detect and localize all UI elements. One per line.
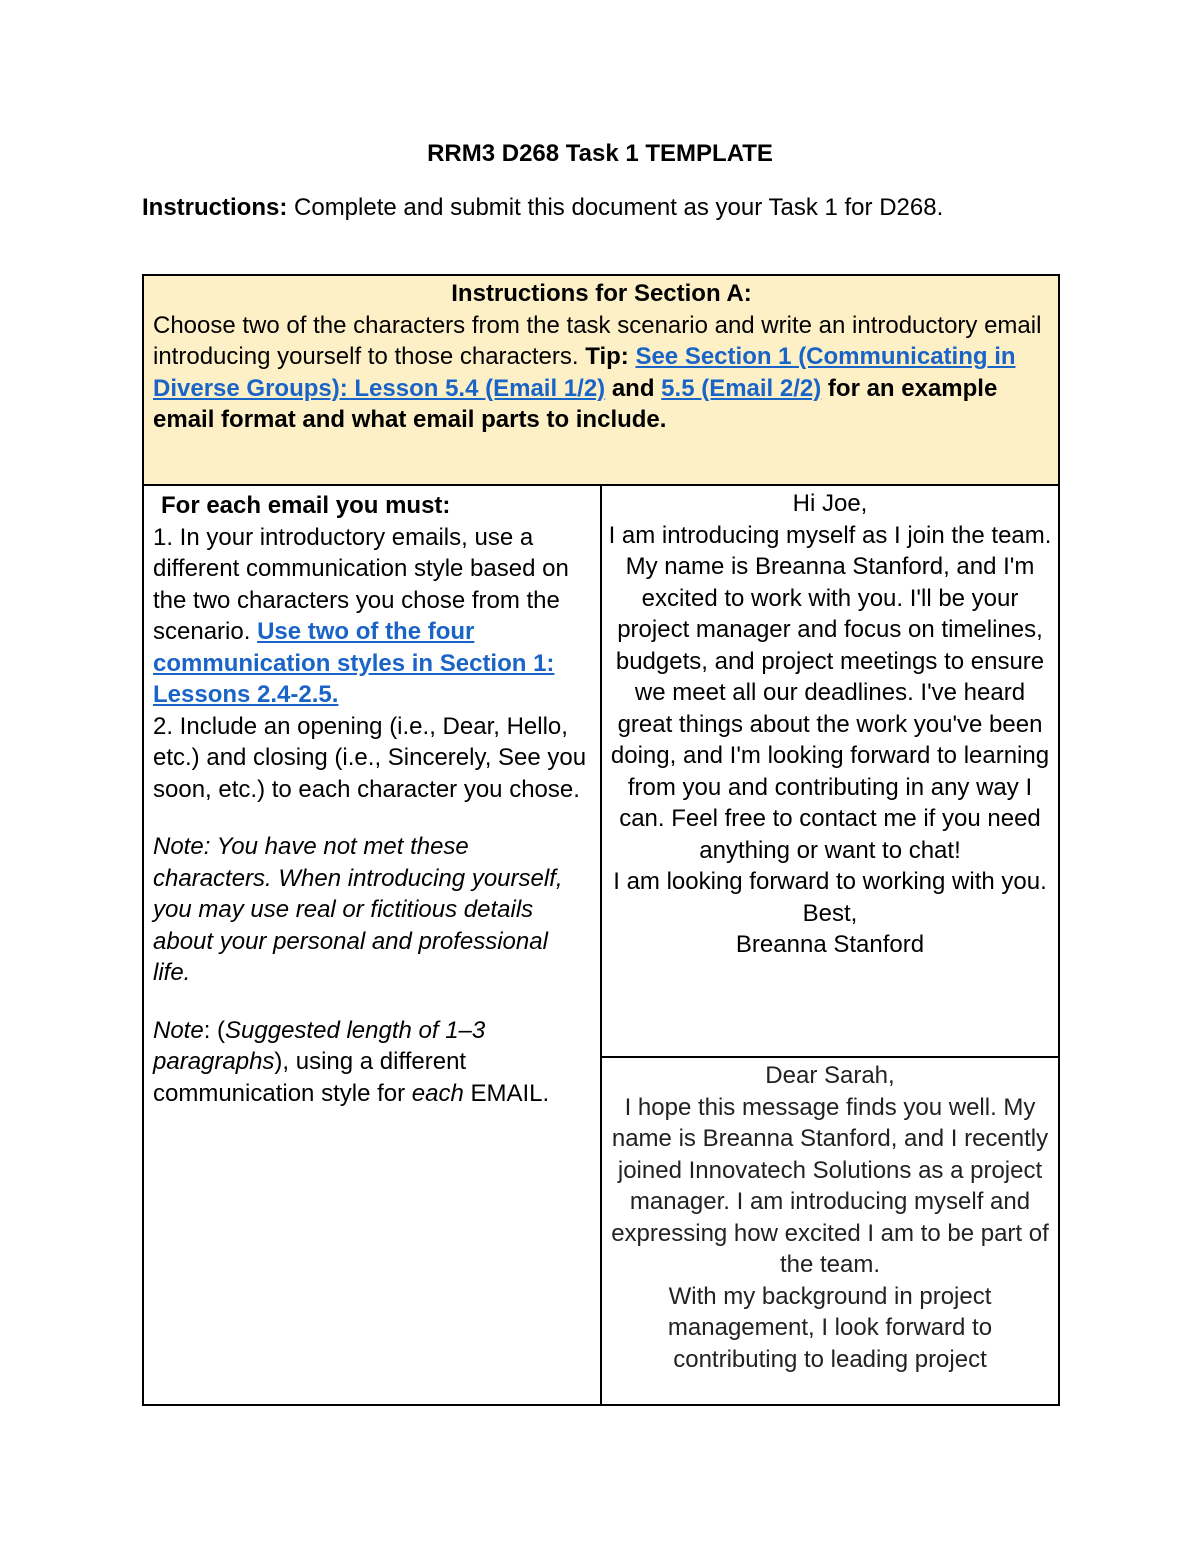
requirements-cell [144,486,602,1404]
note-1 [153,831,590,989]
task-table [142,274,1060,1406]
note-2-end: EMAIL. [463,1079,550,1107]
note-2-rest: ), using a different communication style for [153,1048,467,1107]
instructions-text: Complete and submit this document as your Task 1 for D268. [287,194,944,221]
email-1-closing-line: I am looking forward to working with you. [613,868,1047,895]
lesson-5-5-link[interactable]: 5.5 (Email 2/2) [661,374,822,402]
and-text: and [605,374,662,402]
email-2-cell [602,1058,1058,1404]
note-2-colon: : ( [203,1016,226,1044]
email-1-body: I am introducing myself as I join the team. My name is Breanna Stanford, and I'm excited to work with you. I'll be your project manager and focus on timelines, budgets, and project meetings to ensure we meet all our deadlines. I've heard great things about the work you've been doing, and I'm looking forward to learning from you and contributing in any way I can. Feel free to contact me if you need anything or want to chat! [608,521,1052,864]
requirement-item-2: 2. Include an opening (i.e., Dear, Hello, etc.) and closing (i.e., Sincerely, See you soon, etc.) to each character you chose. [153,712,587,803]
section-a-tail: for an example email format and what email parts to include. [153,374,998,433]
requirements-heading: For each email you must: [161,492,451,519]
requirement-item-1-text: 1. In your introductory emails, use a different communication style based on the two characters you chose from the scenario. [153,523,569,645]
instructions-paragraph [142,192,1022,224]
document-title: RRM3 D268 Task 1 TEMPLATE [427,140,773,167]
section-a-text: Choose two of the characters from the task scenario and write an introductory email introducing yourself to those characters. [153,311,1042,370]
email-2-greeting: Dear Sarah, [765,1062,895,1089]
note-1-text: Note: You have not met these characters. When introducing yourself, you may use real or fictitious details about your personal and professional life. [153,833,563,986]
requirement-item-1 [153,522,590,711]
note-2-length: Suggested length of 1–3 paragraphs [153,1016,486,1075]
tip-label: Tip: [585,343,636,370]
instructions-label: Instructions: [142,194,288,221]
lesson-5-4-link[interactable]: See Section 1 (Communicating in Diverse Groups): Lesson 5.4 (Email 1/2) [153,343,1016,402]
email-1-cell [602,486,1058,1058]
note-2-label: Note [153,1016,204,1044]
note-2 [153,1015,590,1110]
email-1-greeting: Hi Joe, [792,490,868,517]
email-2-body: I hope this message finds you well. My name is Breanna Stanford, and I recently joined Innovatech Solutions as a project manager. I am introducing myself and expressing how excited I am to be part of the team. [611,1093,1049,1278]
email-1-signature: Breanna Stanford [735,931,925,958]
email-2-body-2: With my background in project management, I look forward to contributing to leading project [667,1282,993,1373]
communication-styles-link[interactable]: Use two of the four communication styles in Section 1: Lessons 2.4-2.5. [153,618,555,708]
section-a-instructions [144,276,1058,486]
section-a-heading: Instructions for Section A: [451,280,752,307]
email-1-signoff: Best, [802,899,858,927]
note-2-each: each [411,1079,464,1107]
section-a-body [153,310,1050,436]
